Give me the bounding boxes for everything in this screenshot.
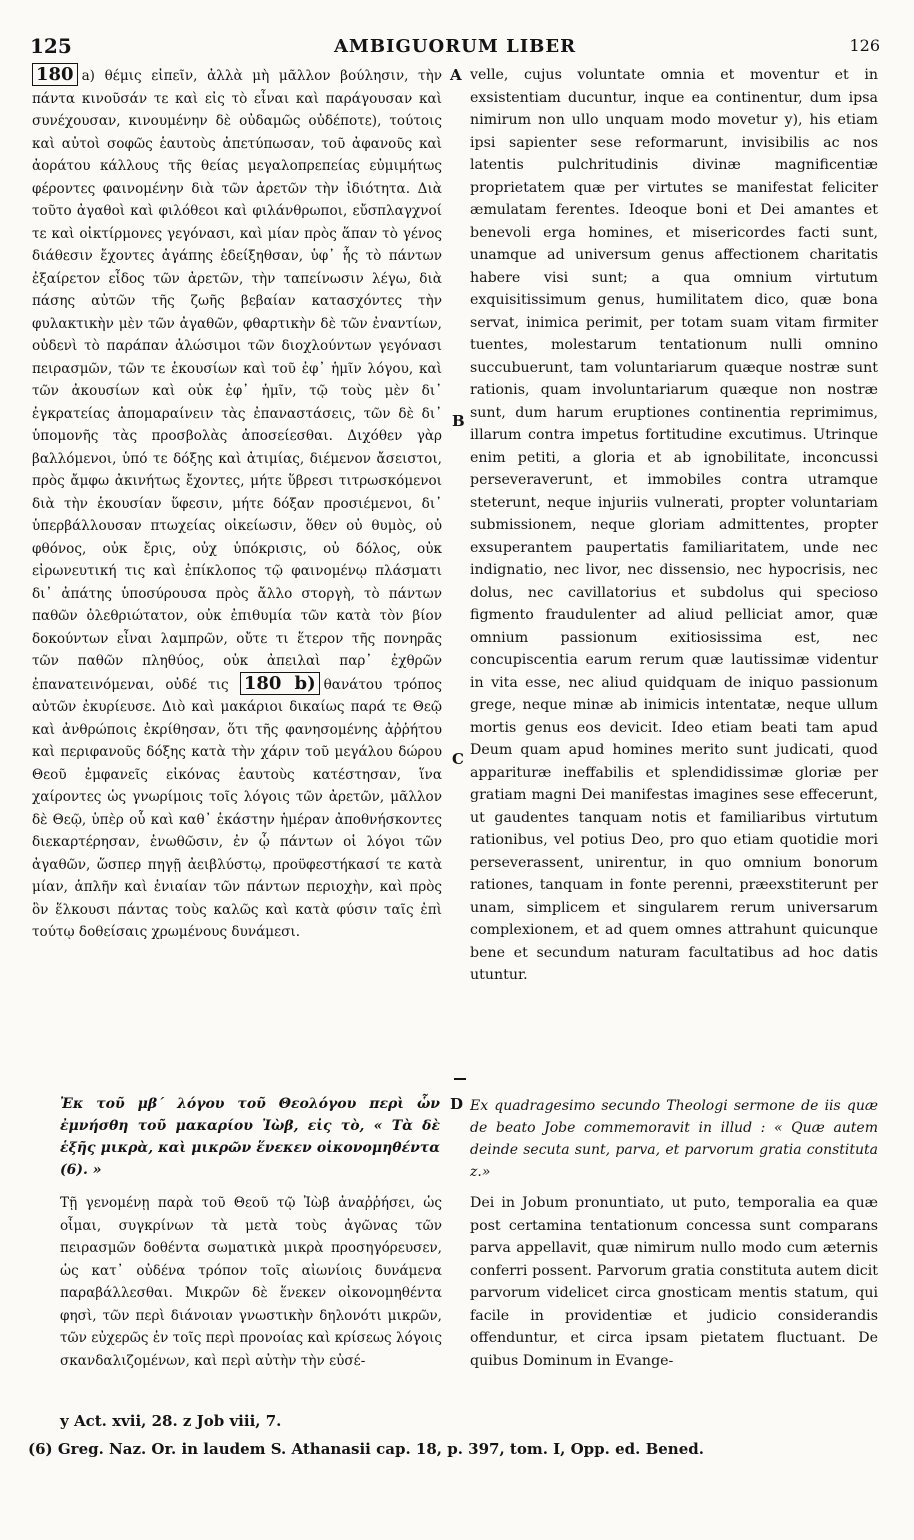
greek-text-2: θανάτου τρόπος αὐτῶν ἐκυρίευσε. Διὸ καὶ μακάριοι δικαίως παρά τε Θεῷ καὶ ἀνθρώποις ἐκρίθησαν, ὅτι τῆς φανησομένης ἀῤῥήτου καὶ περιφανοῦς δόξης κατὰ τὴν χάριν τοῦ μεγάλου δώρου Θεοῦ ἐμφανεῖς εἰκόνας ἑαυτοὺς κατέστησαν, ἵνα χαίροντες ὡς γνωρίμοις τοῖς λόγοις τῶν ἀρετῶν, μᾶλλον δὲ Θεῷ, ὑπὲρ οὗ καὶ καθ᾿ ἑκάστην ἡμέραν ἀποθνήσκοντες διεκαρτέρησαν, ἑνωθῶσιν, ἐν ᾧ πάντων οἱ λόγοι τῶν ἀγαθῶν, ὥσπερ πηγῇ ἀειβλύστῳ, προϋφεστήκασί τε κατὰ μίαν, ἁπλῆν καὶ ἑνιαίαν τῶν πάντων περιοχὴν, καὶ πρὸς ὃν ἕλκουσι πάντας τοὺς καλῶς καὶ κατὰ φύσιν ταῖς ἐπὶ τούτῳ δοθείσαις χρωμένους δυνάμεσι. bbox=[32, 676, 442, 940]
editorial-footnote: (6) Greg. Naz. Or. in laudem S. Athanasii cap. 18, p. 397, tom. I, Opp. ed. Bened. bbox=[28, 1440, 704, 1458]
greek-section-text: Τῇ γενομένῃ παρὰ τοῦ Θεοῦ τῷ Ἰὼβ ἀναῤῥήσει, ὡς οἶμαι, συγκρίνων τὰ μετὰ τοὺς ἀγῶνας τῶν πειρασμῶν δοθέντα σωματικὰ μικρὰ προσηγόρευσεν, ὡς κατ᾿ οὐδένα τρόπον τοῖς αἰωνίοις δυνάμενα παραβάλλεσθαι. Μικρῶν δὲ ἕνεκεν οἰκονομηθέντα φησὶ, τῶν περὶ διάνοιαν γνωστικὴν δηλονότι μικρῶν, τῶν εὐχερῶς ἐν τοῖς περὶ προνοίας καὶ κρίσεως λόγοις σκανδαλιζομένων, καὶ περὶ αὐτὴν τὴν εὐσέ- bbox=[60, 1195, 442, 1369]
margin-letter-c: C bbox=[452, 750, 464, 768]
column-marker-2: 180 b) bbox=[240, 672, 320, 695]
greek-text-1: a) θέμις εἰπεῖν, ἀλλὰ μὴ μᾶλλον βούλησιν, τὴν πάντα κινοῦσάν τε καὶ εἰς τὸ εἶναι καὶ παράγουσαν καὶ συνέχουσαν, κινουμένην δὲ οὐδαμῶς οὐδέποτε), τούτοις καὶ αὐτοὶ σοφῶς ἑαυτοὺς ἀπετύπωσαν, τοῦ ἀφανοῦς καὶ ἀοράτου κάλλους τῆς θείας μεγαλοπρεπείας εὐμιμήτως φέροντες φαινομένην διὰ τῶν ἀρετῶν τὴν ἰδιότητα. Διὰ τοῦτο ἀγαθοὶ καὶ φιλόθεοι καὶ φιλάνθρωποι, εὔσπλαγχνοί τε καὶ οἰκτίρμονες γεγόνασι, καὶ μίαν πρὸς ἅπαν τὸ γένος διάθεσιν ἔχοντες ἀγάπης ἐδείξηθσαν, ὑφ᾿ ἧς τὸ πάντων ἐξαίρετον εἶδος τῶν ἀρετῶν, τὴν ταπείνωσιν λέγω, διὰ πάσης αὐτῶν τῆς ζωῆς βεβαίαν κατασχόντες τὴν φυλακτικὴν μὲν τῶν ἀγαθῶν, φθαρτικὴν δὲ τῶν ἐναντίων, οὐδενὶ τὸ παράπαν ἁλώσιμοι τῶν διοχλούντων γεγόνασι πειρασμῶν, τῶν τε ἑκουσίων καὶ τοῦ ἐφ᾿ ἡμῖν λόγου, καὶ τῶν ἀκουσίων καὶ οὐκ ἐφ᾿ ἡμῖν, τῷ τοὺς μὲν δι᾿ ἐγκρατείας ἀπομαραίνειν τὰς ἐπαναστάσεις, τῶν δὲ δι᾿ ὑπομονῆς τὰς προσβολὰς ἀποσείεσθαι. Διχόθεν γὰρ βαλλόμενοι, ὑπό τε δόξης καὶ ἀτιμίας, διέμενον ἄσειστοι, πρὸς ἄμφω ἀκινήτως ἔχοντες, μήτε ὕβρεσι τιτρωσκόμενοι διὰ τὴν ἑκουσίαν ὕφεσιν, μήτε δόξαν προσιέμενοι, δι᾿ ὑπερβάλλουσαν πτωχείας οἰκείωσιν, ὅθεν οὐ θυμὸς, οὐ φθόνος, οὐκ ἔρις, οὐχ ὑπόκρισις, οὐ δόλος, οὐκ εἰρωνευτική τις καὶ ἐπίκλοπος τῷ φαινομένῳ πλάσματι δι᾿ ἀπάτης ὑποσύρουσα πρὸς ἄλλο στοργὴ, τὸ πάντων παθῶν ὀλεθριώτατον, οὐκ ἐπιθυμία τῶν κατὰ τὸν βίον δοκούντων εἶναι λαμπρῶν, οὔτε τι ἕτερον τῆς πονηρᾶς τῶν παθῶν πληθύος, οὐκ ἀπειλαὶ παρ᾿ ἐχθρῶν ἐπανατεινόμεναι, οὐδέ τις bbox=[32, 68, 442, 693]
margin-letter-d: D bbox=[450, 1095, 464, 1113]
latin-section-text: Dei in Jobum pronuntiato, ut puto, temporalia ea quæ post certamina tentationum concessa sunt comparans parva appellavit, quæ nimirum nullo modo cum æternis conferri possent. Parvorum gratia constituta autem dicit parvorum videlicet circa gnosticam mentis statum, qui facile in providentiæ et judicio considerandis offenduntur, et circa ipsam pietatem fluctuant. De quibus Dominum in Evange- bbox=[470, 1195, 878, 1369]
latin-column-main bbox=[470, 64, 878, 987]
latin-section-title: Ex quadragesimo secundo Theologi sermone de iis quæ de beato Jobe commemoravit in illud : « Quæ autem deinde secuta sunt, parva, et parvorum gratia constituta z.» bbox=[470, 1098, 878, 1180]
page-number-left: 125 bbox=[30, 34, 72, 58]
running-title: AMBIGUORUM LIBER bbox=[333, 36, 577, 57]
greek-column-main bbox=[32, 64, 442, 944]
column-divider-mark bbox=[454, 1078, 466, 1080]
scripture-footnotes: y Act. xvii, 28. z Job viii, 7. bbox=[60, 1412, 282, 1430]
greek-section-title: Ἐκ τοῦ μβ´ λόγου τοῦ Θεολόγου περὶ ὧν ἐμνήσθη τοῦ μακαρίου Ἰὼβ, εἰς τὸ, « Τὰ δὲ ἑξῆς μικρὰ, καὶ μικρῶν ἕνεκεν οἰκονομηθέντα (6). » bbox=[60, 1096, 440, 1178]
greek-paragraph-1 bbox=[32, 64, 442, 944]
running-header bbox=[30, 34, 880, 64]
margin-letter-b: B bbox=[452, 412, 465, 430]
latin-paragraph-1: velle, cujus voluntate omnia et moventur et in exsistentiam ducuntur, inque ea continentur, dum ipsa nimirum non ullo unquam modo movetur y), his etiam ipsi sapienter sese reformarunt, invisibilis ac nos latentis pulchritudinis divinæ magnificentiæ proprietatem quæ per virtutes se manifestat feliciter æmulatam ferentes. Ideoque boni et Dei amantes et benevoli erga homines, et misericordes facti sunt, unamque ad universum genus affectionem charitatis habere visi sunt; a qua omnium virtutum exquisitissimum genus, humilitatem dico, quæ bona servat, inimica perimit, per totam suam vitam firmiter tuentes, molestarum tentationum nulli omnino succubuerunt, tam voluntariarum quæque nostræ sunt rationis, quam involuntariarum quæque non nostræ sunt, dum harum eruptiones continentia reprimimus, illarum contra impetus fortitudine excutimus. Utrinque enim petiti, a gloria et ab ignobilitate, inconcussi perseveraverunt, et immobiles contra utramque steterunt, neque injuriis vulnerati, propter voluntariam submissionem, neque gloriam admittentes, propter exsuperantem paupertatis familiaritatem, unde nec indignatio, nec livor, nec dissensio, nec hypocrisis, nec dolus, nec cavillatorius et subdolus qui specioso figmento fraudulenter ad aliud pelliciat amor, quæ omnium passionum exitiosissima est, nec concupiscentia earum rerum quæ lautissimæ videntur in vita esse, nec aliud quidquam de iniquo passionum grege, neque minæ ab inimicis intentatæ, neque ullum mortis genus eos devicit. Ideo etiam beati tam apud Deum quam apud homines merito sunt judicati, quod apparituræ ineffabilis et splendidissimæ gloriæ per gratiam magni Dei manifestas imagines sese effecerunt, ut gaudentes tanquam notis et familiaribus virtutum rationibus, vel potius Deo, pro quo etiam quotidie mori perseverassent, unirentur, in quo omnium bonorum rationes, tanquam in fonte perenni, præexstiterunt per unam, simplicem et singularem rerum universarum complexionem, et ad quem omnes attrahunt quicunque bene et secundum naturam facultatibus ad hoc datis utuntur. bbox=[470, 67, 878, 983]
column-marker: 180 bbox=[32, 63, 78, 86]
page-number-right: 126 bbox=[849, 36, 880, 55]
margin-letter-a: A bbox=[450, 66, 462, 84]
